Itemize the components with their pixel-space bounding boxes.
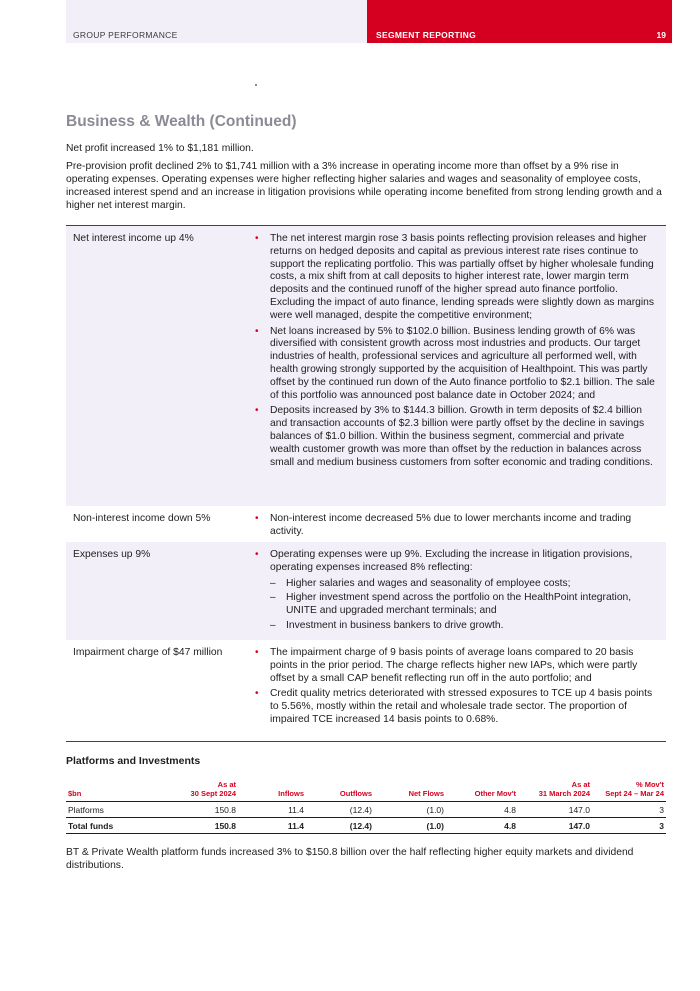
header-right-band	[367, 0, 672, 43]
closing-paragraph: BT & Private Wealth platform funds increased 3% to $150.8 billion over the half reflecting higher equity markets and dividend distributions.	[66, 847, 634, 871]
platforms-table	[66, 778, 666, 834]
section-label: GROUP PERFORMANCE	[73, 30, 178, 40]
column-header: Outflows	[339, 789, 372, 798]
table-cell: 150.8	[214, 804, 236, 815]
table-row-expenses	[66, 542, 666, 640]
table-cell: (12.4)	[349, 804, 372, 815]
sub-list-item: – Higher salaries and wages and seasonality of employee costs;	[255, 578, 655, 591]
row-label: Impairment charge of $47 million	[73, 647, 223, 658]
sub-list-item: – Higher investment spend across the portfolio on the HealthPoint integration, UNITE and upgraded merchant terminals; and	[255, 592, 655, 618]
table-cell: Total funds	[68, 820, 114, 831]
table-header-row	[66, 778, 666, 802]
row-label: Expenses up 9%	[73, 549, 151, 560]
table-row-impairment	[66, 640, 666, 740]
table-total-row	[66, 818, 666, 834]
intro-paragraph-2: Pre-provision profit declined 2% to $1,741 million with a 3% increase in operating income more than offset by a 9% rise in operating expenses. Operating expenses were higher reflecting higher salaries and wages and seasonality of employee costs, increased interest spend and an increase in litigation provisions while operating income benefited from strong lending growth and a higher net interest margin.	[66, 161, 662, 211]
table-cell: 3	[659, 804, 664, 815]
page-number: 19	[656, 30, 666, 40]
list-item: • Non-interest income decreased 5% due to lower merchants income and trading activity.	[255, 513, 655, 539]
table-cell: (12.4)	[349, 820, 372, 831]
bullet-list	[255, 549, 655, 635]
table-cell: 150.8	[214, 820, 236, 831]
list-item: • The impairment charge of 9 basis points of average loans compared to 20 basis points in the prior period. The charge reflects higher new IAPs, which were partly offset by a small CAP benefit reflecting run off in the auto portfolio; and	[255, 647, 655, 685]
column-header: As at 30 Sept 2024	[190, 780, 236, 798]
column-header: % Mov't Sept 24 – Mar 24	[605, 780, 664, 798]
list-item: • Operating expenses were up 9%. Excluding the increase in litigation provisions, operating expenses increased 8% reflecting:	[255, 549, 655, 575]
bullet-list	[255, 647, 655, 730]
bullet-list	[255, 233, 655, 472]
header-left-band	[66, 0, 367, 43]
table-cell: (1.0)	[426, 804, 444, 815]
table-cell: 147.0	[568, 804, 590, 815]
table-cell: Platforms	[68, 804, 104, 815]
column-header: Net Flows	[408, 789, 444, 798]
column-header: As at 31 March 2024	[538, 780, 590, 798]
segment-label: SEGMENT REPORTING	[376, 30, 477, 40]
intro-paragraph-1: Net profit increased 1% to $1,181 million.	[66, 143, 254, 154]
table-cell: 11.4	[287, 820, 304, 831]
table-cell: 3	[659, 820, 664, 831]
table-row-net-interest-income	[66, 226, 666, 506]
table-cell: 4.8	[504, 820, 516, 831]
table-cell: 4.8	[504, 804, 516, 815]
table-cell: 147.0	[568, 820, 590, 831]
table-row	[66, 802, 666, 818]
row-label: Net interest income up 4%	[73, 233, 194, 244]
sub-list-item: – Investment in business bankers to drive growth.	[255, 620, 655, 633]
table-cell: 11.4	[288, 804, 304, 815]
table-row-non-interest-income	[66, 506, 666, 542]
column-header: $bn	[68, 789, 82, 798]
column-header: Inflows	[278, 789, 304, 798]
list-item: • Credit quality metrics deteriorated with stressed exposures to TCE up 4 basis points to 5.56%, mostly within the retail and wholesale trade sector. The proportion of impaired TCE increased 14 basis points to 0.68%.	[255, 688, 655, 726]
page-title: Business & Wealth (Continued)	[66, 113, 297, 130]
stray-dot	[255, 84, 257, 86]
bullet-list	[255, 513, 655, 542]
column-header: Other Mov't	[474, 789, 516, 798]
table-cell: (1.0)	[426, 820, 444, 831]
list-item: • The net interest margin rose 3 basis points reflecting provision releases and higher returns on hedged deposits and capital as previous interest rate rises continue to support the replicating portfolio. This was partially offset by higher wholesale funding costs, a mix shift from at call deposits to higher interest rate, lower margin term deposits and the continued runoff of the higher spread auto finance portfolio. Excluding the impact of auto finance, lending spreads were slightly down as margins were well managed, despite the competitive environment;	[255, 233, 655, 323]
table-bottom-rule	[66, 741, 666, 742]
list-item: • Deposits increased by 3% to $144.3 billion. Growth in term deposits of $2.4 billion and transaction accounts of $2.3 billion were partly offset by the decline in savings balances of $1.0 billion. Within the business segment, commercial and private wealth customer growth was more than offset by the reduction in balances across small and medium business customers from softer economic and trading conditions.	[255, 405, 655, 469]
row-label: Non-interest income down 5%	[73, 513, 211, 524]
list-item: • Net loans increased by 5% to $102.0 billion. Business lending growth of 6% was diversified with consistent growth across most industries and products. Our target industries of health, professional services and agriculture all performed well, with health growing strongly supported by the acquisition of Healthpoint. This was partly offset by the continued run down of the Auto finance portfolio to $2.1 billion. The sale of this portfolio was announced post balance date in October 2024; and	[255, 326, 655, 403]
platforms-heading: Platforms and Investments	[66, 755, 201, 767]
